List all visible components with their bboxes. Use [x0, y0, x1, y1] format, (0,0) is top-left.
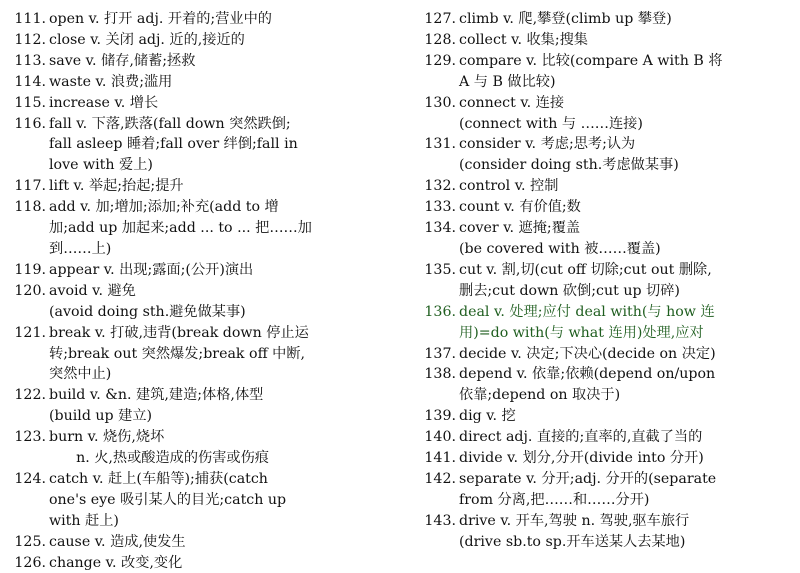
entry-number: 132. — [424, 178, 456, 195]
entry-definition: catch v. 赶上(车船等);捕获(catch one's eye 吸引某人的目光;catch up with 赶上) — [49, 470, 287, 529]
entry-definition: consider v. 考虑;思考;认为 (consider doing sth.考虑做某事) — [459, 136, 679, 174]
vocab-entry — [414, 197, 798, 218]
vocab-entry — [414, 51, 798, 93]
vocab-entry — [4, 469, 396, 532]
entry-definition: build v. &n. 建筑,建造;体格,体型 (build up 建立) — [49, 387, 264, 425]
entry-definition: fall v. 下落,跌落(fall down 突然跌倒; fall asleep 睡着;fall over 绊倒;fall in love with 爱上) — [49, 115, 298, 174]
vocab-entry — [4, 30, 396, 51]
entry-number: 117. — [14, 178, 46, 195]
entry-number: 116. — [14, 115, 46, 132]
vocab-entry — [414, 93, 798, 135]
vocab-entry — [4, 114, 396, 177]
entry-number: 131. — [424, 136, 456, 153]
vocab-entry — [414, 30, 798, 51]
entry-number: 115. — [14, 94, 46, 111]
entry-definition: save v. 储存,储蓄;拯救 — [49, 52, 196, 69]
entry-number: 130. — [424, 94, 456, 111]
entry-definition: appear v. 出现;露面;(公开)演出 — [49, 261, 254, 278]
entry-number: 118. — [14, 199, 46, 216]
entry-number: 141. — [424, 450, 456, 467]
vocab-entry — [414, 176, 798, 197]
entry-number: 140. — [424, 429, 456, 446]
entry-number: 121. — [14, 324, 46, 341]
vocab-entry — [414, 511, 798, 553]
entry-number: 122. — [14, 387, 46, 404]
entry-number: 119. — [14, 261, 46, 278]
entry-definition: burn v. 烧伤,烧坏 n. 火,热或酸造成的伤害或伤痕 — [49, 429, 269, 467]
entry-definition: dig v. 挖 — [459, 408, 516, 425]
vocab-entry — [414, 218, 798, 260]
vocab-entry — [414, 302, 798, 344]
entry-definition: cause v. 造成,使发生 — [49, 533, 186, 550]
vocab-entry — [414, 9, 798, 30]
vocab-entry — [4, 385, 396, 427]
entry-number: 125. — [14, 533, 46, 550]
entry-number: 138. — [424, 366, 456, 383]
entry-number: 120. — [14, 282, 46, 299]
entry-definition: waste v. 浪费;滥用 — [49, 73, 173, 90]
entry-definition: break v. 打破,违背(break down 停止运 转;break out 突然爆发;break off 中断, 突然中止) — [49, 324, 309, 383]
vocab-entry — [4, 176, 396, 197]
entry-number: 127. — [424, 11, 456, 27]
entry-definition: control v. 控制 — [459, 178, 559, 195]
entry-number: 113. — [14, 52, 46, 69]
vocab-entry — [414, 260, 798, 302]
entry-definition: compare v. 比较(compare A with B 将 A 与 B 做比较) — [459, 52, 723, 90]
entry-definition: open v. 打开 adj. 开着的;营业中的 — [49, 11, 272, 27]
left-column — [4, 9, 396, 573]
vocab-entry — [414, 469, 798, 511]
entry-definition: direct adj. 直接的;直率的,直截了当的 — [459, 429, 703, 446]
entry-definition: cover v. 遮掩;覆盖 (be covered with 被……覆盖) — [459, 220, 661, 257]
entry-number: 136. — [424, 303, 456, 320]
entry-definition: climb v. 爬,攀登(climb up 攀登) — [459, 11, 672, 27]
entry-number: 135. — [424, 261, 456, 278]
entry-definition: count v. 有价值;数 — [459, 199, 581, 216]
vocab-entry — [4, 281, 396, 323]
entry-definition: deal v. 处理;应付 deal with(与 how 连 用)=do with(与 what 连用)处理,应对 — [459, 303, 715, 341]
entry-number: 123. — [14, 429, 46, 446]
entry-definition: close v. 关闭 adj. 近的,接近的 — [49, 31, 245, 48]
entry-number: 111. — [14, 11, 46, 27]
vocab-entry — [4, 260, 396, 281]
entry-number: 114. — [14, 73, 46, 90]
vocab-entry — [4, 427, 396, 469]
vocab-entry — [414, 134, 798, 176]
entry-definition: lift v. 举起;抬起;提升 — [49, 178, 184, 195]
entry-number: 133. — [424, 199, 456, 216]
entry-definition: cut v. 割,切(cut off 切除;cut out 删除, 删去;cut down 砍倒;cut up 切碎) — [459, 261, 712, 299]
entry-definition: divide v. 划分,分开(divide into 分开) — [459, 450, 704, 467]
entry-definition: separate v. 分开;adj. 分开的(separate from 分离,把……和……分开) — [459, 470, 717, 508]
vocab-entry — [4, 72, 396, 93]
vocab-entry — [414, 344, 798, 365]
entry-definition: depend v. 依靠;依赖(depend on/upon 依靠;depend on 取决于) — [459, 366, 716, 404]
right-column — [414, 9, 798, 553]
entry-number: 129. — [424, 52, 456, 69]
entry-number: 112. — [14, 31, 46, 48]
entry-number: 134. — [424, 220, 456, 237]
vocab-entry — [4, 93, 396, 114]
entry-definition: add v. 加;增加;添加;补充(add to 增 加;add up 加起来;add ... to ... 把……加 到……上) — [49, 199, 312, 257]
entry-number: 137. — [424, 345, 456, 362]
entry-definition: avoid v. 避免 (avoid doing sth.避免做某事) — [49, 282, 246, 320]
vocab-entry — [4, 323, 396, 386]
vocab-entry — [4, 51, 396, 72]
entry-definition: decide v. 决定;下决心(decide on 决定) — [459, 345, 716, 362]
entry-definition: collect v. 收集;搜集 — [459, 31, 588, 48]
vocab-entry — [4, 9, 396, 30]
entry-number: 126. — [14, 554, 46, 571]
entry-definition: increase v. 增长 — [49, 94, 159, 111]
vocab-entry — [414, 427, 798, 448]
entry-definition: change v. 改变,变化 — [49, 554, 183, 571]
entry-definition: connect v. 连接 (connect with 与 ……连接) — [459, 94, 643, 132]
entry-number: 143. — [424, 512, 456, 529]
entry-number: 139. — [424, 408, 456, 425]
vocab-entry — [4, 197, 396, 260]
entry-number: 128. — [424, 31, 456, 48]
vocab-entry — [414, 406, 798, 427]
vocab-entry — [4, 532, 396, 553]
entry-definition: drive v. 开车,驾驶 n. 驾驶,驱车旅行 (drive sb.to sp.开车送某人去某地) — [459, 512, 690, 550]
entry-number: 124. — [14, 470, 46, 487]
entry-number: 142. — [424, 470, 456, 487]
vocab-entry — [414, 364, 798, 406]
vocab-entry — [414, 448, 798, 469]
